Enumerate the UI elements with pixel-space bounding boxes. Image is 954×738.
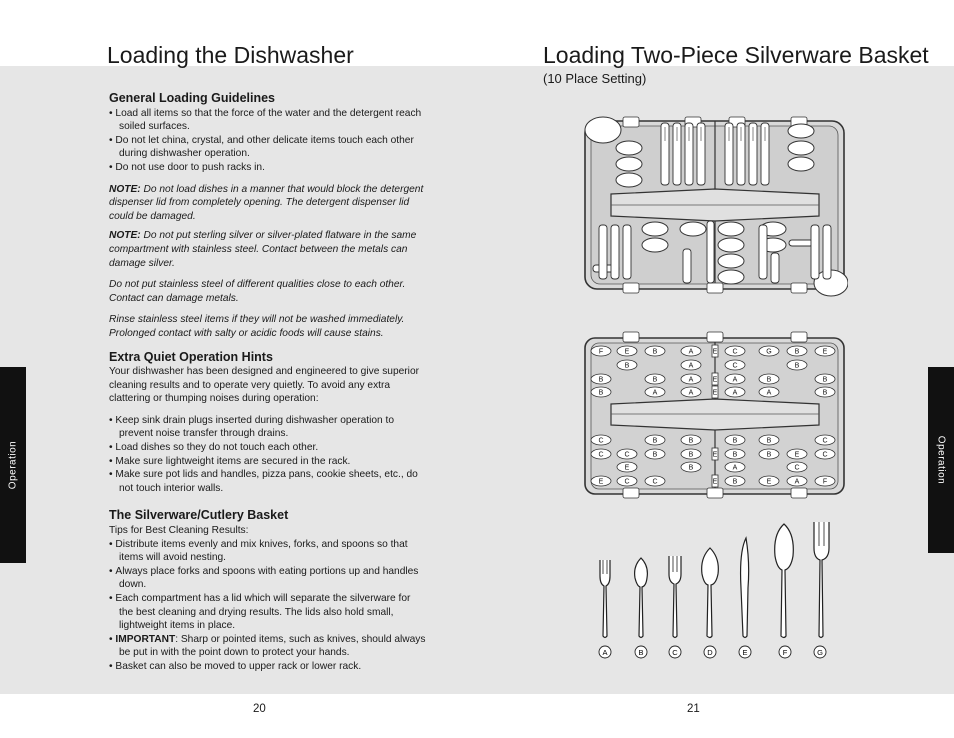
left-page-title: Loading the Dishwasher xyxy=(107,42,354,68)
right-page-title: Loading Two-Piece Silverware Basket xyxy=(543,42,929,68)
utensil-key-letter: F xyxy=(782,647,788,657)
grid-slot-letter: B xyxy=(652,376,658,384)
grid-slot-letter: B xyxy=(766,451,772,459)
utensil-key-letter: B xyxy=(638,647,644,657)
list-item: • Make sure lightweight items are secured in the rack. xyxy=(109,455,427,469)
grid-slot-letter: B xyxy=(732,451,738,459)
utensil-a-fork xyxy=(600,560,610,638)
list-item: • Load dishes so they do not touch each other. xyxy=(109,441,427,455)
grid-slot-letter: B xyxy=(598,376,604,384)
left-text-column xyxy=(109,92,427,674)
grid-slot-letter: A xyxy=(732,464,738,472)
list-item xyxy=(109,633,427,660)
right-page-subtitle: (10 Place Setting) xyxy=(543,71,647,86)
utensil-key-letter: D xyxy=(707,647,713,657)
grid-slot-letter: F xyxy=(598,348,604,356)
important-label: IMPORTANT xyxy=(115,633,176,645)
list-item: • Keep sink drain plugs inserted during dishwasher operation to prevent noise transfer through drains. xyxy=(109,414,427,441)
grid-slot-letter: F xyxy=(822,478,828,486)
utensil-key-letter: G xyxy=(817,647,823,657)
grid-slot-letter: E xyxy=(712,451,718,459)
grid-slot-letter: C xyxy=(624,478,630,486)
grid-slot-letter: B xyxy=(688,451,694,459)
grid-slot-letter: G xyxy=(766,348,772,356)
grid-slot-letter: C xyxy=(794,464,800,472)
note-rinse: Rinse stainless steel items if they will not be washed immediately. Prolonged contact with salty or acidic foods will cause stains. xyxy=(109,314,405,339)
grid-slot-letter: C xyxy=(732,362,738,370)
note-dispenser xyxy=(109,183,427,224)
note-label: NOTE: xyxy=(109,230,141,242)
grid-slot-letter: E xyxy=(766,478,772,486)
list-item: • Distribute items evenly and mix knives, forks, and spoons so that items will avoid nesting. xyxy=(109,538,427,565)
utensil-key-letter: E xyxy=(742,647,748,657)
grid-slot-letter: B xyxy=(652,451,658,459)
list-item: • Load all items so that the force of the water and the detergent reach soiled surfaces. xyxy=(109,107,427,134)
grid-slot-letter: B xyxy=(766,376,772,384)
grid-slot-letter: E xyxy=(712,376,718,384)
note-text: Do not put sterling silver or silver-plated flatware in the same compartment with stainless steel. Contact between the metals can damage silver. xyxy=(109,230,417,269)
grid-slot-letter: B xyxy=(794,362,800,370)
grid-slot-letter: E xyxy=(624,464,630,472)
general-heading: General Loading Guidelines xyxy=(109,91,276,105)
grid-slot-letter: E xyxy=(624,348,630,356)
grid-slot-letter: A xyxy=(688,362,694,370)
list-item: • Each compartment has a lid which will separate the silverware for the best cleaning and drying results. The lids also hold small, lightweight items in place. xyxy=(109,592,427,633)
utensil-b-spoon xyxy=(635,558,648,638)
note-stainless: Do not put stainless steel of different qualities close to each other. Contact can damage metals. xyxy=(109,279,406,304)
grid-slot-letter: A xyxy=(766,389,772,397)
grid-slot-letter: B xyxy=(732,478,738,486)
list-item: • Make sure pot lids and handles, pizza pans, cookie sheets, etc., do not touch interior walls. xyxy=(109,468,427,495)
grid-slot-letter: B xyxy=(766,437,772,445)
silverware-heading: The Silverware/Cutlery Basket xyxy=(109,508,289,523)
basket-layout-grid xyxy=(583,330,848,500)
list-item: • Basket can also be moved to upper rack or lower rack. xyxy=(109,660,427,674)
grid-slot-letter: E xyxy=(598,478,604,486)
grid-slot-letter: B xyxy=(598,389,604,397)
grid-slot-letter: B xyxy=(652,437,658,445)
grid-slot-letter: A xyxy=(732,376,738,384)
note-silver xyxy=(109,229,427,270)
general-bullets xyxy=(109,107,427,175)
quiet-bullets xyxy=(109,414,427,496)
list-item: • Always place forks and spoons with eating portions up and handles down. xyxy=(109,565,427,592)
utensil-g-fork xyxy=(814,522,829,638)
list-item: • Do not use door to push racks in. xyxy=(109,161,427,175)
right-tab-label: Operation xyxy=(935,435,947,485)
right-section-tab xyxy=(928,367,954,553)
quiet-intro: Your dishwasher has been designed and engineered to give superior cleaning results and to operate very quietly. To avoid any extra clattering or thumping noises during operation: xyxy=(109,366,419,405)
grid-slot-letter: E xyxy=(822,348,828,356)
silverware-intro: Tips for Best Cleaning Results: xyxy=(109,525,249,537)
grid-slot-letter: B xyxy=(688,464,694,472)
grid-slot-letter: C xyxy=(732,348,738,356)
basket-loaded-diagram xyxy=(583,113,848,300)
left-section-tab xyxy=(0,367,26,563)
grid-slot-letter: A xyxy=(688,376,694,384)
quiet-heading: Extra Quiet Operation Hints xyxy=(109,349,273,364)
utensil-e-knife xyxy=(741,538,749,638)
utensil-f-spoon xyxy=(775,524,794,638)
note-text: Do not load dishes in a manner that would block the detergent dispenser lid from completely opening. The detergent dispenser lid could be damaged. xyxy=(109,183,424,222)
utensil-key-labels xyxy=(599,646,826,658)
page-number-left: 20 xyxy=(253,703,266,715)
grid-slot-letter: B xyxy=(822,376,828,384)
important-text: : Sharp or pointed items, such as knives, should always be put in with the point down to protect your hands. xyxy=(119,633,426,659)
grid-slot-letter: C xyxy=(598,451,604,459)
left-tab-label: Operation xyxy=(7,440,19,490)
grid-slot-letter: C xyxy=(624,451,630,459)
grid-slot-letter: A xyxy=(688,348,694,356)
grid-slot-letter: C xyxy=(598,437,604,445)
list-item: • Do not let china, crystal, and other delicate items touch each other during dishwasher operation. xyxy=(109,134,427,161)
grid-slot-letter: B xyxy=(652,348,658,356)
grid-slot-letter: B xyxy=(794,348,800,356)
grid-slot-letter: B xyxy=(822,389,828,397)
grid-slot-letter: C xyxy=(822,451,828,459)
utensil-c-fork xyxy=(669,556,681,638)
utensil-key-letter: C xyxy=(672,647,678,657)
grid-slot-letter: A xyxy=(652,389,658,397)
grid-slot-letter: E xyxy=(712,478,718,486)
note-label: NOTE: xyxy=(109,183,141,195)
grid-slot-letter: C xyxy=(652,478,658,486)
grid-slot-letter: B xyxy=(732,437,738,445)
grid-slot-letter: B xyxy=(624,362,630,370)
grid-slot-letter: E xyxy=(712,348,718,356)
grid-slot-letter: E xyxy=(794,451,800,459)
grid-slot-letter: B xyxy=(688,437,694,445)
grid-slot-letter: C xyxy=(822,437,828,445)
grid-slot-letter: A xyxy=(732,389,738,397)
page-number-right: 21 xyxy=(687,703,700,715)
grid-slot-letter: E xyxy=(712,389,718,397)
utensil-key-letter: A xyxy=(602,647,608,657)
grid-slot-letter: A xyxy=(794,478,800,486)
utensil-legend xyxy=(588,518,838,664)
silverware-bullets xyxy=(109,538,427,674)
grid-slot-letter: A xyxy=(688,389,694,397)
utensil-d-spoon xyxy=(702,548,719,638)
